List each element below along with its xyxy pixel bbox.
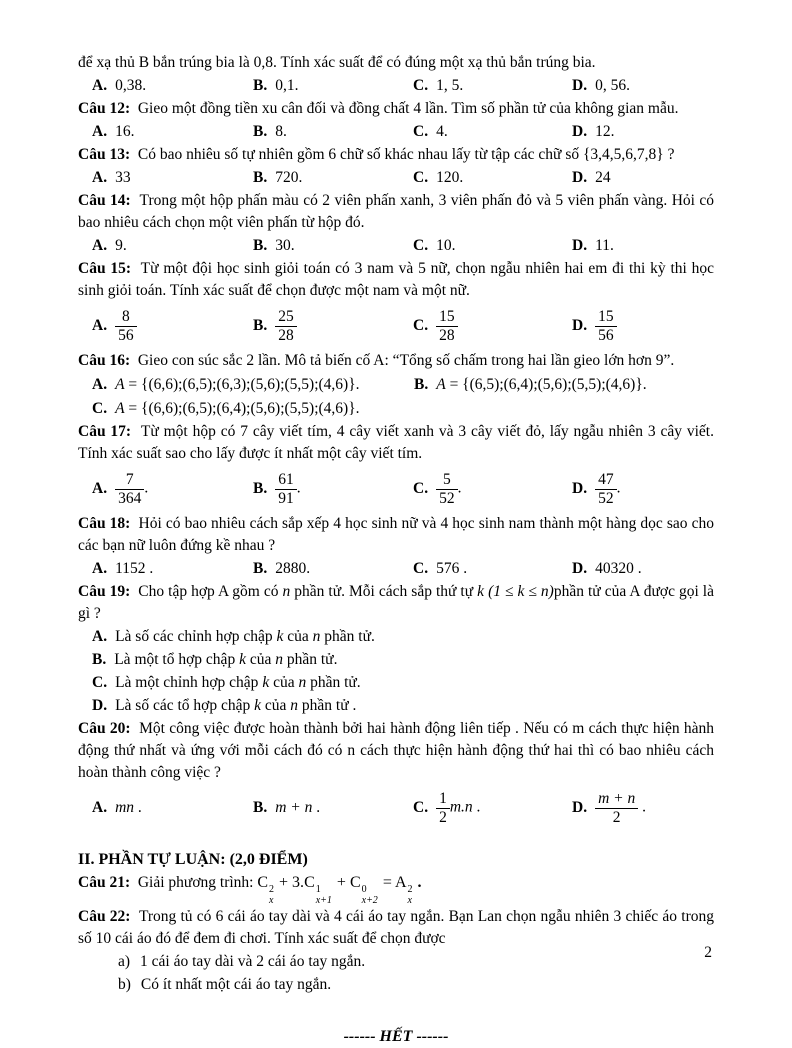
option-period: .	[638, 798, 646, 816]
option-letter: A.	[92, 479, 108, 497]
math-term: C	[257, 873, 269, 891]
option-c	[413, 790, 572, 826]
option-c	[413, 471, 572, 507]
option-a	[92, 558, 253, 580]
option-letter: B.	[253, 316, 268, 334]
variable-k: k	[262, 674, 270, 691]
fraction-numerator: 1	[439, 790, 447, 808]
option-text: 1152 .	[115, 560, 154, 577]
superscript: 0	[361, 883, 367, 895]
question-label: Câu 21:	[78, 873, 131, 891]
option-letter: D.	[572, 560, 588, 577]
sup-sub	[362, 884, 378, 906]
option-d	[572, 167, 714, 189]
option-letter: D.	[572, 123, 588, 140]
option-period: .	[312, 799, 321, 816]
option-text: 120.	[436, 169, 464, 186]
question-stem: Gieo một đồng tiền xu cân đối và đồng chất 4 lần. Tìm số phần tử của không gian mẫu.	[137, 100, 679, 117]
part-letter: b)	[118, 975, 131, 993]
option-text: 576 .	[436, 560, 468, 577]
option-letter: B.	[414, 376, 429, 393]
question-stem: Có bao nhiêu số tự nhiên gồm 6 chữ số khác nhau lấy từ tập các chữ số	[137, 146, 583, 163]
fraction	[275, 471, 297, 507]
option-letter: B.	[253, 123, 268, 140]
q19-option-d	[78, 695, 714, 717]
question-stem: Trong tủ có 6 cái áo tay dài và 4 cái áo tay ngắn. Bạn Lan chọn ngẫu nhiên 3 chiếc áo trong số 10 cái áo đó để đem đi chơi. Tính xác suất để chọn được	[78, 907, 714, 947]
question-21	[78, 872, 714, 906]
fraction-denominator: 28	[436, 326, 458, 344]
part-text: 1 cái áo tay dài và 2 cái áo tay ngắn.	[140, 952, 366, 970]
fraction	[436, 471, 458, 507]
option-period: .	[134, 799, 142, 816]
fraction	[595, 471, 617, 507]
fraction-numerator: 61	[278, 471, 294, 489]
q22-part-b	[78, 974, 714, 996]
option-c	[413, 308, 572, 344]
math-operator: + 3.	[275, 873, 305, 891]
option-letter: B.	[253, 799, 268, 816]
option-letter: B.	[92, 651, 107, 668]
event-set: = {(6,5);(6,4);(5,6);(5,5);(4,6)}.	[445, 376, 647, 393]
option-letter: C.	[413, 479, 429, 497]
sup-sub	[269, 884, 274, 906]
event-set: = {(6,6);(6,5);(6,4);(5,6);(5,5);(4,6)}.	[124, 400, 360, 417]
option-text: của	[261, 697, 291, 714]
option-letter: A.	[92, 628, 108, 645]
option-letter: D.	[572, 169, 588, 186]
question-stem: Từ một đội học sinh giỏi toán có 3 nam và 5 nữ, chọn ngẫu nhiên hai em đi thi kỳ thi học sinh giỏi toán. Tính xác suất để chọn được một nam và một nữ.	[78, 260, 714, 299]
inline-math: (1 ≤ k ≤ n)	[484, 583, 554, 600]
option-letter: D.	[92, 697, 108, 714]
fraction-denominator: 52	[595, 489, 617, 507]
option-letter: C.	[413, 560, 429, 577]
fraction-denominator: 56	[115, 326, 137, 344]
option-text: 0, 56.	[595, 77, 630, 94]
question-label: Câu 20:	[78, 720, 131, 737]
fraction-numerator: 15	[598, 308, 614, 326]
fraction-denominator: 28	[275, 326, 297, 344]
option-text: 33	[115, 169, 131, 186]
question-label: Câu 12:	[78, 100, 131, 117]
option-d	[572, 235, 714, 257]
sup-sub	[408, 884, 413, 906]
question-14	[78, 190, 714, 234]
option-letter: B.	[253, 479, 268, 497]
event-set: = {(6,6);(6,5);(6,3);(5,6);(5,5);(4,6)}.	[124, 376, 360, 393]
option-letter: A.	[92, 316, 108, 334]
option-a	[92, 471, 253, 507]
event-variable: A	[436, 376, 446, 393]
option-a	[92, 167, 253, 189]
question-stem: Một công việc được hoàn thành bởi hai hành động liên tiếp . Nếu có m cách thực hiện hành động thứ nhất và ứng với mỗi cách đó có n cách thực hiện hành động thứ hai thì có bao nhiêu cách hoàn thành công việc ?	[78, 720, 715, 781]
option-d	[572, 558, 714, 580]
option-b	[253, 121, 413, 143]
option-text: 40320 .	[595, 560, 642, 577]
option-letter: A.	[92, 560, 108, 577]
option-period: .	[296, 479, 301, 497]
option-text: 8.	[275, 123, 287, 140]
option-text: 1, 5.	[436, 77, 464, 94]
option-text: 0,1.	[275, 77, 299, 94]
superscript: 1	[315, 883, 321, 895]
fraction-denominator: 2	[436, 808, 450, 826]
option-text: phần tử.	[306, 674, 361, 691]
option-letter: C.	[413, 123, 429, 140]
option-letter: C.	[413, 77, 429, 94]
option-period: .	[457, 479, 462, 497]
fraction-numerator: 8	[121, 308, 130, 326]
option-letter: A.	[92, 376, 108, 393]
option-text: Là một chỉnh hợp chập	[115, 674, 263, 691]
option-c	[413, 558, 572, 580]
question-label: Câu 22:	[78, 907, 131, 925]
q15-options	[78, 303, 714, 349]
math-term: C	[349, 873, 361, 891]
superscript: 2	[269, 883, 275, 895]
option-letter: A.	[92, 799, 108, 816]
option-b	[253, 797, 413, 819]
question-label: Câu 15:	[78, 260, 132, 277]
option-c	[413, 75, 572, 97]
option-c	[413, 235, 572, 257]
option-c	[413, 167, 572, 189]
option-d	[572, 471, 714, 507]
option-b	[414, 374, 714, 396]
option-text: của	[269, 674, 299, 691]
option-text: 11.	[595, 237, 614, 254]
variable-k: k	[477, 583, 485, 600]
question-16	[78, 350, 714, 372]
q17-options	[78, 466, 714, 512]
option-text: 9.	[115, 237, 127, 254]
option-letter: C.	[413, 169, 429, 186]
option-letter: C.	[92, 400, 108, 417]
option-a	[92, 235, 253, 257]
question-13	[78, 144, 714, 166]
question-20	[78, 718, 714, 784]
question-stem: Giải phương trình:	[137, 873, 258, 891]
math-operator: =	[378, 873, 395, 891]
option-b	[253, 235, 413, 257]
question-15	[78, 258, 714, 302]
digit-set: {3,4,5,6,7,8}	[582, 146, 664, 163]
option-math: m + n	[275, 799, 313, 816]
option-text: 0,38.	[115, 77, 147, 94]
equation-period: .	[413, 873, 422, 891]
fraction-denominator: 2	[595, 808, 638, 826]
q11-options	[78, 75, 714, 97]
option-letter: A.	[92, 169, 108, 186]
q16-options-row2	[78, 398, 714, 420]
section-2-heading: II. PHẦN TỰ LUẬN: (2,0 ĐIỂM)	[78, 851, 308, 868]
math-operator: +	[332, 873, 350, 891]
fraction	[115, 308, 137, 344]
fraction-denominator: 364	[115, 489, 144, 507]
q20-options	[78, 785, 714, 831]
option-text: 24	[595, 169, 611, 186]
q11-continuation-text: để xạ thủ B bắn trúng bia là 0,8. Tính xác suất để có đúng một xạ thủ bắn trúng bia.	[78, 54, 596, 71]
variable-n: n	[312, 628, 321, 645]
math-term: A	[394, 873, 407, 891]
fraction	[275, 308, 297, 344]
option-text: 4.	[436, 123, 448, 140]
option-a	[92, 797, 253, 819]
fraction	[436, 308, 458, 344]
option-d	[572, 75, 714, 97]
option-a	[92, 121, 253, 143]
option-b	[253, 308, 413, 344]
question-label: Câu 13:	[78, 146, 131, 163]
part-text: Có ít nhất một cái áo tay ngắn.	[140, 975, 332, 993]
fraction-numerator: 47	[598, 471, 614, 489]
sup-sub	[316, 884, 332, 906]
option-c	[92, 400, 360, 417]
option-text: Là số các tổ hợp chập	[115, 697, 255, 714]
option-letter: D.	[572, 77, 588, 94]
q16-options-row1	[78, 374, 714, 396]
superscript: 2	[407, 883, 413, 895]
page-number: 2	[704, 944, 712, 961]
question-label: Câu 17:	[78, 423, 132, 440]
option-text: của	[245, 651, 276, 668]
option-letter: D.	[572, 479, 588, 497]
option-letter: C.	[92, 674, 108, 691]
subscript: x	[407, 894, 412, 906]
option-letter: C.	[413, 316, 429, 334]
math-term: C	[304, 873, 315, 891]
question-label: Câu 16:	[78, 352, 131, 369]
variable-k: k	[254, 697, 261, 714]
question-17	[78, 421, 714, 465]
fraction-denominator: 52	[436, 489, 458, 507]
option-b	[253, 167, 413, 189]
option-letter: B.	[253, 237, 268, 254]
option-text: Là số các chỉnh hợp chập	[115, 628, 277, 645]
option-text: 12.	[595, 123, 615, 140]
question-label: Câu 18:	[78, 515, 131, 532]
q22-part-a	[78, 951, 714, 973]
fraction-denominator: 91	[275, 489, 297, 507]
variable-n: n	[290, 697, 299, 714]
q14-options	[78, 235, 714, 257]
option-a	[92, 374, 414, 396]
option-b	[253, 471, 413, 507]
question-label: Câu 14:	[78, 192, 131, 209]
fraction	[436, 790, 450, 826]
fraction-numerator: m + n	[598, 790, 636, 808]
equation	[257, 873, 422, 906]
fraction	[115, 471, 144, 507]
option-text: phần tử.	[320, 628, 375, 645]
variable-n: n	[298, 674, 307, 691]
event-variable: A	[115, 400, 125, 417]
option-text: 2880.	[275, 560, 311, 577]
option-letter: C.	[413, 237, 429, 254]
option-period: .	[472, 798, 481, 816]
fraction	[595, 308, 617, 344]
option-c	[413, 121, 572, 143]
option-b	[253, 558, 413, 580]
option-text: phần tử.	[282, 651, 338, 668]
q12-options	[78, 121, 714, 143]
option-d	[572, 790, 714, 826]
end-of-exam-mark: ------ HẾT ------	[343, 1027, 449, 1045]
option-d	[572, 121, 714, 143]
option-a	[92, 308, 253, 344]
variable-k: k	[239, 651, 246, 668]
option-letter: A.	[92, 237, 108, 254]
option-letter: B.	[253, 169, 268, 186]
question-stem: Gieo con súc sắc 2 lần. Mô tả biến cố A: “Tổng số chấm trong hai lần gieo lớn hơn 9”.	[137, 352, 675, 369]
q19-option-c	[78, 672, 714, 694]
variable-n: n	[275, 651, 283, 668]
question-label: Câu 19:	[78, 583, 131, 600]
event-variable: A	[115, 376, 125, 393]
option-period: .	[616, 479, 621, 497]
q19-option-a	[78, 626, 714, 648]
fraction-numerator: 7	[125, 471, 134, 489]
option-letter: B.	[253, 77, 268, 94]
fraction-denominator: 56	[595, 326, 617, 344]
question-stem: Hỏi có bao nhiêu cách sắp xếp 4 học sinh nữ và 4 học sinh nam thành một hàng dọc sao cho các bạn nữ luôn đứng kề nhau ?	[78, 515, 715, 554]
fraction-numerator: 15	[439, 308, 455, 326]
option-math: m.n	[449, 798, 473, 816]
fraction	[595, 790, 638, 826]
question-22	[78, 906, 714, 950]
option-letter: C.	[413, 798, 429, 816]
option-text: 720.	[275, 169, 303, 186]
subscript: x+2	[361, 894, 378, 906]
subscript: x	[269, 894, 274, 906]
question-12	[78, 98, 714, 120]
option-letter: A.	[92, 123, 108, 140]
option-a	[92, 75, 253, 97]
option-letter: D.	[572, 237, 588, 254]
option-text: của	[283, 628, 313, 645]
subscript: x+1	[315, 894, 332, 906]
option-math: mn	[115, 799, 135, 816]
option-b	[253, 75, 413, 97]
fraction-numerator: 5	[442, 471, 451, 489]
q19-option-b	[78, 649, 714, 671]
question-stem: Trong một hộp phấn màu có 2 viên phấn xanh, 3 viên phấn đỏ và 5 viên phấn vàng. Hỏi có bao nhiêu cách chọn một viên phấn từ hộp đó.	[78, 192, 715, 231]
question-stem: Từ một hộp có 7 cây viết tím, 4 cây viết xanh và 3 cây viết đỏ, lấy ngẫu nhiên 3 cây viết. Tính xác suất sao cho lấy được ít nhất một cây viết tím.	[78, 423, 714, 462]
option-letter: D.	[572, 316, 588, 334]
q13-options	[78, 167, 714, 189]
question-stem: Cho tập hợp A gồm có	[138, 583, 283, 600]
fraction-numerator: 25	[278, 308, 294, 326]
option-letter: A.	[92, 77, 108, 94]
option-text: 16.	[115, 123, 135, 140]
question-stem-end: phần tử của A được gọi là gì ?	[78, 583, 714, 622]
question-18	[78, 513, 714, 557]
option-text: 30.	[275, 237, 295, 254]
option-period: .	[144, 479, 149, 497]
question-stem: phần tử. Mỗi cách sắp thứ tự	[290, 583, 478, 600]
question-19	[78, 581, 714, 625]
option-d	[572, 308, 714, 344]
variable-k: k	[276, 628, 284, 645]
option-text: phần tử .	[298, 697, 357, 714]
option-letter: B.	[253, 560, 268, 577]
part-letter: a)	[118, 952, 131, 970]
variable-n: n	[282, 583, 291, 600]
option-letter: D.	[572, 798, 588, 816]
option-text: Là một tổ hợp chập	[114, 651, 240, 668]
question-stem-end: ?	[663, 146, 675, 163]
q18-options	[78, 558, 714, 580]
option-text: 10.	[436, 237, 456, 254]
